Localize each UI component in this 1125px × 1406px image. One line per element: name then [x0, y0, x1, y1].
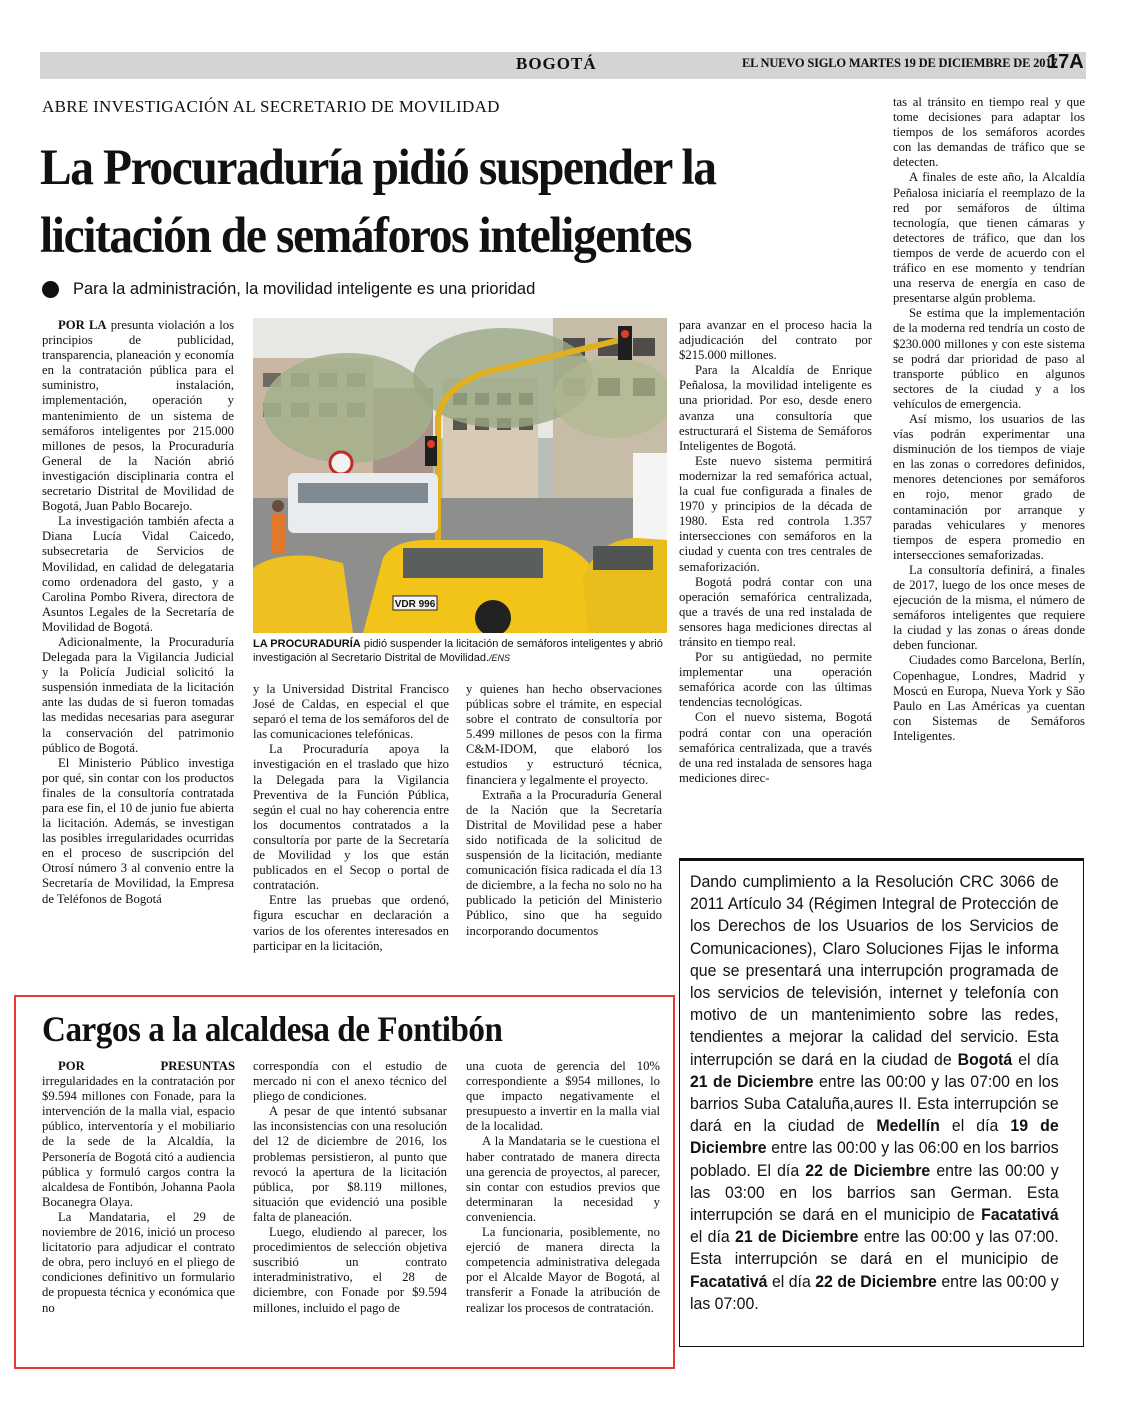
notice-date: 21 de Diciembre [735, 1228, 859, 1247]
paragraph: La Procuraduría apoya la investigación en el traslado que hizo la Delegada para la Vigilancia Preventiva de la Función Pública, según el cual no hay coherencia entre los documentos contratados a la consultoría por parte de la Secretaría de Movilidad y los que están publicados en el Secop o portal de contratación. [253, 742, 449, 893]
masthead-date: EL NUEVO SIGLO MARTES 19 DE DICIEMBRE DE 2017 [742, 56, 1058, 70]
paragraph: y quienes han hecho observaciones públicas sobre el trámite, en especial sobre el contrato de consultoría por 5.499 millones de pesos con la firma C&M-IDOM, que elaboró los estudios y estructuró técnica, financiera y legalmente el proyecto. [466, 682, 662, 787]
notice-text: entre las 00:00 y las 07:00. Esta interrupción se dará en el municipio de [690, 1228, 1059, 1269]
notice-text: el día [939, 1117, 1011, 1136]
article-title: La Procuraduría pidió suspender la licitación de semáforos inteligentes [40, 140, 716, 264]
notice-text: el día [1012, 1050, 1059, 1069]
notice-city: Medellín [876, 1117, 940, 1136]
subtitle-text: Para la administración, la movilidad inteligente es una prioridad [73, 280, 536, 298]
notice-city: Bogotá [957, 1050, 1013, 1069]
paragraph: La funcionaria, posiblemente, no ejerció de manera directa la competencia administrativa delegada por el Alcalde Mayor de Bogotá, al transferir a Fonade la atribución de realizar los procesos de contratación. [466, 1225, 660, 1315]
notice-date: 22 de Diciembre [815, 1272, 937, 1291]
sidebar-column-2 [253, 1059, 447, 1316]
photo-credit: /ENS [489, 653, 511, 663]
article-column-4 [679, 318, 872, 786]
paragraph: correspondía con el estudio de mercado ni con el anexo técnico del pliego de condiciones. [253, 1059, 447, 1104]
article-column-3 [466, 682, 662, 939]
paragraph: La investigación también afecta a Diana Lucía Vidal Caicedo, subsecretaria de Servicios de Movilidad, en calidad de delegataria como ordenadora del gasto, y a Carolina Pombo Rivera, directora de Asuntos Legales de la Secretaría de Movilidad de Bogotá. [42, 514, 234, 634]
paragraph: tas al tránsito en tiempo real y que tome decisiones para adaptar los tiempos de los semáforos acordes con las demandas de tráfico que se detecten. [893, 95, 1085, 170]
paragraph-text: irregularidades en la contratación por $9.594 millones con Fonade, para la intervención de la malla vial, espacio público, interventoría y el mobiliario de la sede de la Alcaldía, la Personería de Bogotá citó a audiencia pública y formuló cargos contra la alcaldesa de Fontibón, Johanna Paola Bocanegra Olaya. [42, 1074, 235, 1209]
paragraph: para avanzar en el proceso hacia la adjudicación del contrato por $215.000 millones. [679, 318, 872, 363]
article-kicker: ABRE INVESTIGACIÓN AL SECRETARIO DE MOVILIDAD [42, 97, 500, 116]
paragraph-text: presunta violación a los principios de publicidad, transparencia, planeación y economía en la contratación pública para el suministro, instalación, implementación, operación y mantenimiento de un sistema de semáforos inteligentes por 215.000 millones de pesos, la Procuraduría General de la Nación abrió investigación disciplinaria contra el secretario Distrital de Movilidad de Bogotá, Juan Pablo Bocarejo. [42, 318, 235, 514]
notice-text: entre las 00:00 y las 07:00 en los barrios Suba Cataluña,aures II. Esta interrupción se dará en la ciudad de [690, 1072, 1059, 1136]
traffic-street-photo [253, 318, 667, 633]
service-notice-text [690, 871, 1059, 1315]
article-photo [253, 318, 667, 633]
notice-date: 21 de Diciembre [690, 1072, 814, 1091]
paragraph: Con el nuevo sistema, Bogotá podrá contar con una operación semafórica centralizada, que a través de una red instalada de sensores haga mediciones direc- [679, 710, 872, 785]
notice-text: el día [690, 1228, 736, 1247]
paragraph: Por su antigüedad, no permite implementar una operación semafórica acorde con las últimas tendencias tecnológicas. [679, 650, 872, 710]
article-subtitle [42, 280, 535, 299]
section-name: BOGOTÁ [516, 54, 597, 73]
notice-date: 19 de Diciembre [690, 1117, 1059, 1158]
notice-city: Facatativá [981, 1206, 1059, 1225]
article-column-5 [893, 95, 1085, 744]
lead-in: POR PRESUNTAS [58, 1059, 235, 1073]
notice-text: entre las 00:00 y las 03:00 en los barrios san German. Esta interrupción se dará en el municipio de [690, 1161, 1059, 1225]
paragraph: Extraña a la Procuraduría General de la Nación que la Secretaría Distrital de Movilidad pese a haber sido notificada de la solicitud de suspensión de la licitación, mediante comunicación física radicada el día 13 de diciembre, a la fecha no solo no ha publicado la petición del Ministerio Público, sino que ha seguido incorporando documentos [466, 787, 662, 938]
paragraph: Entre las pruebas que ordenó, figura escuchar en declaración a varios de los oferentes interesados en participar en la licitación, [253, 893, 449, 953]
paragraph: Bogotá podrá contar con una operación semafórica centralizada, que a través de una red instalada de sensores haga mediciones directas al tránsito en tiempo real. [679, 574, 872, 649]
paragraph: Este nuevo sistema permitirá modernizar la red semafórica actual, la cual fue configurada a finales de 1970 y principios de la década de 1980. Esta red controla 1.357 intersecciones con semáforos en la ciudad y cuenta con tres centrales de semaforización. [679, 453, 872, 574]
notice-text: entre las 00:00 y las 07:00. [690, 1272, 1059, 1313]
paragraph: A pesar de que intentó subsanar las inconsistencias con una resolución del 12 de diciembre de 2016, los problemas persistieron, al punto que revocó la apertura de la licitación pública, por $8.119 millones, situación que evidenció una posible falta de planeación. [253, 1104, 447, 1224]
paragraph: y la Universidad Distrital Francisco José de Caldas, en especial el que separó el tema de los semáforos del de las comunicaciones telefónicas. [253, 682, 449, 742]
paragraph: El Ministerio Público investiga por qué, sin contar con los productos finales de la consultoría contratada para ese fin, el 10 de junio fue abierta la licitación. Además, se investigan las posibles irregularidades ocurridas en el proceso de suscripción del Otrosí número 3 al convenio entre la Secretaría de Movilidad, la Empresa de Teléfonos de Bogotá [42, 755, 234, 906]
paragraph: A finales de este año, la Alcaldía Peñalosa iniciaría el reemplazo de la red por semáforos de última tecnología, que tienen cámaras y detectores de tráfico, que dan los tiempos de verde de acuerdo con el tráfico en ese momento y tendrían una reserva de energía en caso de presentarse algún problema. [893, 170, 1085, 306]
service-notice-box [679, 858, 1084, 1347]
notice-city: Facatativá [690, 1272, 768, 1291]
paragraph: Para la Alcaldía de Enrique Peñalosa, la movilidad inteligente es una prioridad. Por eso, desde enero avanza una consultoría que estructurará el Sistema de Semáforos Inteligentes de Bogotá. [679, 363, 872, 453]
paragraph: La consultoría definirá, a finales de 2017, luego de los once meses de ejecución de la misma, el número de semáforos inteligentes que requiere la ciudad y las zonas o áreas donde deben funcionar. [893, 562, 1085, 653]
sidebar-column-3 [466, 1059, 660, 1316]
article-column-1 [42, 318, 234, 907]
license-plate: VDR 996 [394, 599, 436, 610]
bullet-icon [42, 281, 59, 298]
notice-text: entre las 00:00 y las 06:00 en los barrios poblado. El día [690, 1139, 1059, 1180]
paragraph: Luego, eludiendo al parecer, los procedimientos de selección objetiva suscribió un contrato interadministrativo, el 28 de diciembre, con Fonade por $9.594 millones, incluido el pago de [253, 1225, 447, 1315]
notice-date: 22 de Diciembre [805, 1161, 931, 1180]
paragraph: una cuota de gerencia del 10% correspondiente a $954 millones, lo que impacto negativamente el presupuesto a invertir en la malla vial de la localidad. [466, 1059, 660, 1134]
sidebar-column-1 [42, 1059, 235, 1316]
paragraph: A la Mandataria se le cuestiona el haber contratado de manera directa una gerencia de proyectos, al parecer, sin contar con estudios previos que determinaran la necesidad y conveniencia. [466, 1134, 660, 1224]
notice-text: el día [767, 1272, 816, 1291]
paragraph: Así mismo, los usuarios de las vías podrán experimentar una disminución de los tiempos de viaje en las zonas o corredores definidos, menores detenciones por semáforos en rojo, menor grado de contaminación por arranque y paradas vehiculares y menores tiempos de espera promedio en intersecciones semaforizadas. [893, 411, 1085, 562]
paragraph: La Mandataria, el 29 de noviembre de 2016, inició un proceso licitatorio para adjudicar el contrato de obra, pero incluyó en el pliego de condiciones definitivo un formulario de propuesta técnica y económica que no [42, 1209, 235, 1315]
paragraph [42, 1059, 235, 1210]
caption-text: pidió suspender la licitación de semáforos inteligentes y abrió investigación al Secretario Distrital de Movilidad. [253, 638, 663, 664]
paragraph: Adicionalmente, la Procuraduría Delegada para la Vigilancia Judicial y la Policía Judicial solicitó la suspensión inmediata de la licitación ante las dudas de si fueron tomadas las medidas necesarias para asegurar la conservación del patrimonio público de Bogotá. [42, 634, 234, 755]
paragraph: Se estima que la implementación de la moderna red tendría un costo de $230.000 millones y con este sistema se podrá dar prioridad de paso al transporte público en algunos sectores de la ciudad y a los vehículos de emergencia. [893, 306, 1085, 411]
article-column-2 [253, 682, 449, 954]
page-number: 17A [1047, 51, 1084, 73]
photo-caption [253, 637, 667, 665]
lead-in: POR LA [58, 318, 107, 332]
paragraph: Ciudades como Barcelona, Berlín, Copenhague, Londres, Madrid y Moscú en Europa, Nueva York y São Paulo en Las Américas ya cuentan con Sistemas de Semáforos Inteligentes. [893, 653, 1085, 743]
paragraph [42, 318, 234, 514]
notice-text: Dando cumplimiento a la Resolución CRC 3066 de 2011 Artículo 34 (Régimen Integral de Protección de los Derechos de los Usuarios de los Servicios de Comunicaciones), Claro Soluciones Fijas le informa que se presentará una interrupción programada de los servicios de televisión, internet y telefonía con motivo de un mantenimiento sobre las redes, tendientes a mejorar la calidad del servicio. Esta interrupción se dará en la ciudad de [690, 873, 1059, 1069]
sidebar-title: Cargos a la alcaldesa de Fontibón [42, 1009, 503, 1049]
caption-lead: LA PROCURADURÍA [253, 638, 361, 650]
